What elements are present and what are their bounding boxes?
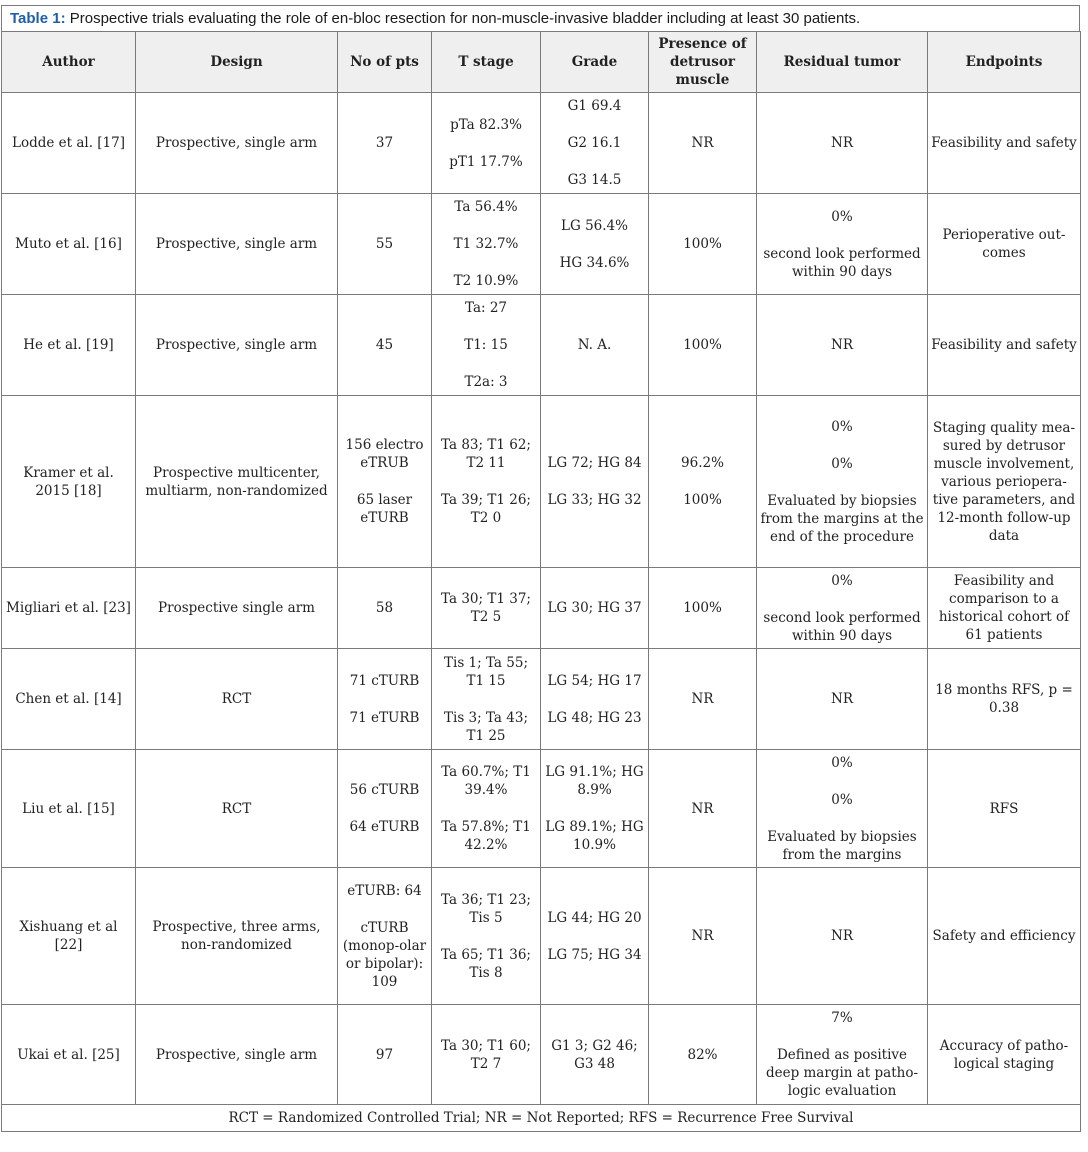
residual-tumor-cell [757, 396, 928, 568]
cell-value: Ta 65; T1 36; Tis 8 [441, 946, 531, 981]
cell-value: 100% [683, 600, 722, 616]
header-endpoints: Endpoints [928, 32, 1081, 93]
grade-cell [541, 568, 649, 649]
cell-value: 55 [375, 236, 394, 252]
no-of-pts-cell [338, 750, 432, 868]
grade-cell [541, 1005, 649, 1105]
residual-tumor-cell [757, 649, 928, 750]
detrusor-cell [649, 750, 757, 868]
cell-value: LG 48; HG 23 [547, 709, 642, 726]
cell-value: 56 cTURB [349, 782, 420, 798]
cell-value: Tis 1; Ta 55; T1 15 [444, 654, 528, 689]
cell-value: G2 16.1 [567, 135, 622, 151]
residual-tumor-cell [757, 750, 928, 868]
cell-value: Tis 3; Ta 43; T1 25 [444, 709, 528, 744]
cell-value: eTURB: 64 [347, 882, 422, 899]
cell-value: NR [691, 928, 714, 944]
design-cell: Prospective single arm [136, 568, 338, 649]
cell-value: NR [691, 691, 714, 707]
cell-value: 96.2% [681, 455, 724, 471]
t-stage-cell [432, 396, 541, 568]
cell-value: 0% [831, 572, 853, 589]
residual-tumor-cell [757, 1005, 928, 1105]
header-detrusor: Presence of detrusor muscle [649, 32, 757, 93]
header-design: Design [136, 32, 338, 93]
header-grade: Grade [541, 32, 649, 93]
detrusor-cell [649, 396, 757, 568]
cell-value: LG 56.4% [561, 217, 628, 234]
cell-value: 0% [831, 208, 853, 225]
t-stage-cell [432, 93, 541, 194]
cell-value: NR [691, 800, 714, 817]
detrusor-cell [649, 1005, 757, 1105]
grade-cell [541, 649, 649, 750]
cell-value: T1: 15 [464, 337, 508, 353]
no-of-pts-cell [338, 868, 432, 1005]
cell-value: Ta 57.8%; T1 42.2% [441, 819, 531, 853]
endpoints-cell: Feasibility and safety [928, 295, 1081, 396]
endpoints-cell: Feasibility and safety [928, 93, 1081, 194]
endpoints-cell: Staging quality mea-sured by detrusor muscle involvement, various periopera-tive parameters, and 12-month follow-up data [928, 396, 1081, 568]
author-cell: He et al. [19] [2, 295, 136, 396]
cell-value: 100% [683, 492, 722, 508]
cell-value: G1 3; G2 46; G3 48 [551, 1037, 638, 1072]
footnote-row [2, 1105, 1081, 1132]
design-cell: Prospective, single arm [136, 93, 338, 194]
cell-value: NR [831, 337, 853, 353]
header-no-of-pts: No of pts [338, 32, 432, 93]
cell-value: 71 eTURB [349, 709, 420, 726]
header-residual: Residual tumor [757, 32, 928, 93]
cell-value: Ta: 27 [464, 300, 508, 316]
endpoints-cell: Accuracy of patho-logical staging [928, 1005, 1081, 1105]
cell-value: LG 44; HG 20 [547, 909, 642, 926]
residual-tumor-cell [757, 568, 928, 649]
cell-value: 45 [375, 337, 394, 353]
table-body [2, 93, 1081, 1105]
design-cell: Prospective, single arm [136, 194, 338, 295]
author-cell: Chen et al. [14] [2, 649, 136, 750]
cell-value: 100% [683, 337, 722, 353]
header-t-stage: T stage [432, 32, 541, 93]
table-row [2, 868, 1081, 1005]
cell-value: T1 32.7% [453, 236, 519, 252]
cell-value: LG 91.1%; HG 8.9% [545, 764, 644, 798]
endpoints-cell: Feasibility and comparison to a historical cohort of 61 patients [928, 568, 1081, 649]
design-cell: Prospective, single arm [136, 295, 338, 396]
design-cell: RCT [136, 750, 338, 868]
table-row [2, 568, 1081, 649]
author-cell: Ukai et al. [25] [2, 1005, 136, 1105]
no-of-pts-cell [338, 568, 432, 649]
cell-value: NR [831, 135, 853, 151]
cell-value: T2 10.9% [453, 273, 519, 289]
t-stage-cell [432, 568, 541, 649]
cell-value: G1 69.4 [567, 98, 622, 114]
residual-tumor-cell [757, 93, 928, 194]
cell-value: 0% [831, 418, 853, 435]
design-cell: Prospective, three arms, non-randomized [136, 868, 338, 1005]
cell-value: T2a: 3 [464, 374, 508, 390]
cell-value: LG 33; HG 32 [547, 492, 642, 508]
cell-value: Ta 39; T1 26; T2 0 [441, 492, 531, 526]
table-footnote: RCT = Randomized Controlled Trial; NR = Not Reported; RFS = Recurrence Free Survival [2, 1105, 1081, 1132]
table-row [2, 1005, 1081, 1105]
cell-value: Ta 36; T1 23; Tis 5 [441, 891, 531, 926]
cell-value: HG 34.6% [559, 254, 630, 271]
design-cell: Prospective, single arm [136, 1005, 338, 1105]
endpoints-cell: 18 months RFS, p = 0.38 [928, 649, 1081, 750]
design-cell: Prospective multicenter, multiarm, non-randomized [136, 396, 338, 568]
author-cell: Xishuang et al [22] [2, 868, 136, 1005]
endpoints-cell: Safety and efficiency [928, 868, 1081, 1005]
table-row [2, 396, 1081, 568]
t-stage-cell [432, 1005, 541, 1105]
no-of-pts-cell [338, 93, 432, 194]
endpoints-cell: RFS [928, 750, 1081, 868]
cell-value: LG 89.1%; HG 10.9% [545, 819, 644, 853]
no-of-pts-cell [338, 295, 432, 396]
cell-value: LG 54; HG 17 [547, 672, 642, 689]
cell-value: cTURB (monop-olar or bipolar): 109 [342, 919, 427, 990]
grade-cell [541, 194, 649, 295]
grade-cell [541, 295, 649, 396]
cell-value: NR [831, 928, 853, 944]
no-of-pts-cell [338, 1005, 432, 1105]
cell-value: Evaluated by biopsies from the margins [767, 828, 917, 863]
t-stage-cell [432, 750, 541, 868]
t-stage-cell [432, 295, 541, 396]
table-caption [1, 5, 1080, 31]
caption-label: Table 1: [10, 10, 66, 27]
cell-value: second look performed within 90 days [763, 245, 921, 280]
author-cell: Lodde et al. [17] [2, 93, 136, 194]
table-row [2, 750, 1081, 868]
cell-value: LG 75; HG 34 [547, 946, 642, 963]
detrusor-cell [649, 194, 757, 295]
grade-cell [541, 396, 649, 568]
cell-value: pT1 17.7% [449, 153, 523, 170]
cell-value: NR [831, 691, 853, 707]
table-row [2, 649, 1081, 750]
no-of-pts-cell [338, 194, 432, 295]
cell-value: NR [691, 135, 714, 151]
residual-tumor-cell [757, 194, 928, 295]
detrusor-cell [649, 295, 757, 396]
cell-value: Ta 30; T1 37; T2 5 [441, 591, 531, 625]
residual-tumor-cell [757, 295, 928, 396]
cell-value: 64 eTURB [349, 819, 420, 835]
cell-value: 0% [831, 455, 853, 472]
trials-table [1, 31, 1081, 1132]
grade-cell [541, 93, 649, 194]
no-of-pts-cell [338, 649, 432, 750]
cell-value: Defined as positive deep margin at patho-logic evaluation [765, 1047, 919, 1099]
design-cell: RCT [136, 649, 338, 750]
author-cell: Migliari et al. [23] [2, 568, 136, 649]
table-container [1, 5, 1080, 1132]
header-row [2, 32, 1081, 93]
cell-value: Ta 60.7%; T1 39.4% [441, 764, 531, 798]
no-of-pts-cell [338, 396, 432, 568]
cell-value: 0% [831, 754, 853, 771]
table-row [2, 194, 1081, 295]
detrusor-cell [649, 868, 757, 1005]
detrusor-cell [649, 93, 757, 194]
cell-value: second look performed within 90 days [763, 609, 921, 644]
author-cell: Kramer et al. 2015 [18] [2, 396, 136, 568]
cell-value: N. A. [577, 337, 612, 353]
cell-value: Ta 56.4% [454, 199, 518, 215]
cell-value: 37 [375, 135, 394, 151]
cell-value: 58 [375, 600, 394, 616]
header-author: Author [2, 32, 136, 93]
cell-value: LG 30; HG 37 [547, 600, 642, 616]
residual-tumor-cell [757, 868, 928, 1005]
cell-value: LG 72; HG 84 [547, 455, 642, 471]
endpoints-cell: Perioperative out-comes [928, 194, 1081, 295]
caption-text: Prospective trials evaluating the role of en-bloc resection for non-muscle-invasive bladder including at least 30 patients. [65, 10, 861, 27]
cell-value: 0% [831, 791, 853, 808]
grade-cell [541, 868, 649, 1005]
cell-value: 82% [687, 1046, 718, 1063]
cell-value: Ta 30; T1 60; T2 7 [441, 1037, 531, 1072]
detrusor-cell [649, 649, 757, 750]
t-stage-cell [432, 868, 541, 1005]
author-cell: Muto et al. [16] [2, 194, 136, 295]
cell-value: 100% [683, 236, 722, 252]
cell-value: G3 14.5 [567, 172, 622, 188]
table-row [2, 295, 1081, 396]
detrusor-cell [649, 568, 757, 649]
cell-value: 156 electro eTRUB [345, 437, 424, 471]
cell-value: 97 [375, 1046, 394, 1063]
cell-value: 7% [831, 1010, 853, 1026]
cell-value: pTa 82.3% [450, 116, 522, 133]
cell-value: Ta 83; T1 62; T2 11 [441, 437, 531, 471]
grade-cell [541, 750, 649, 868]
t-stage-cell [432, 194, 541, 295]
author-cell: Liu et al. [15] [2, 750, 136, 868]
cell-value: 71 cTURB [349, 672, 420, 689]
cell-value: Evaluated by biopsies from the margins at the end of the procedure [760, 492, 924, 545]
t-stage-cell [432, 649, 541, 750]
table-row [2, 93, 1081, 194]
cell-value: 65 laser eTURB [356, 492, 413, 526]
